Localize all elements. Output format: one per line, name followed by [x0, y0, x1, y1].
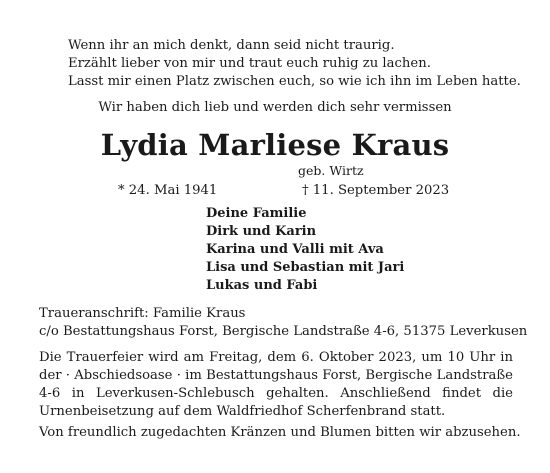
birth-name: geb. Wirtz: [298, 163, 364, 178]
poem-line-2: Erzählt lieber von mir und traut euch ruhig zu lachen.: [68, 56, 431, 71]
closing-note: Von freundlich zugedachten Kränzen und Blumen bitten wir abzusehen.: [39, 425, 521, 440]
family-line-3: Karina und Valli mit Ava: [206, 242, 384, 257]
motto: Wir haben dich lieb und werden dich sehr vermissen: [98, 100, 452, 115]
death-date: † 11. September 2023: [302, 183, 450, 198]
ceremony-info: Die Trauerfeier wird am Freitag, dem 6. Oktober 2023, um 10 Uhr in der · Abschiedsoase · im Bestattungshaus Forst, Bergische Landstraße 4-6 in Leverkusen-Schlebusch gehalten. Anschließend findet die Urnenbeisetzung auf dem Waldfriedhof Scherfenbrand statt.: [39, 350, 513, 419]
family-line-2: Dirk und Karin: [206, 224, 317, 239]
family-line-1: Deine Familie: [206, 206, 307, 221]
mourning-address-line-1: Traueranschrift: Familie Kraus: [39, 306, 246, 321]
poem-line-3: Lasst mir einen Platz zwischen euch, so wie ich ihn im Leben hatte.: [68, 74, 521, 89]
mourning-address-line-2: c/o Bestattungshaus Forst, Bergische Landstraße 4-6, 51375 Leverkusen: [39, 324, 528, 339]
birth-date: * 24. Mai 1941: [118, 183, 218, 198]
poem-line-1: Wenn ihr an mich denkt, dann seid nicht traurig.: [68, 38, 395, 53]
family-line-4: Lisa und Sebastian mit Jari: [206, 260, 405, 275]
family-line-5: Lukas und Fabi: [206, 278, 318, 293]
deceased-name: Lydia Marliese Kraus: [100, 128, 450, 162]
